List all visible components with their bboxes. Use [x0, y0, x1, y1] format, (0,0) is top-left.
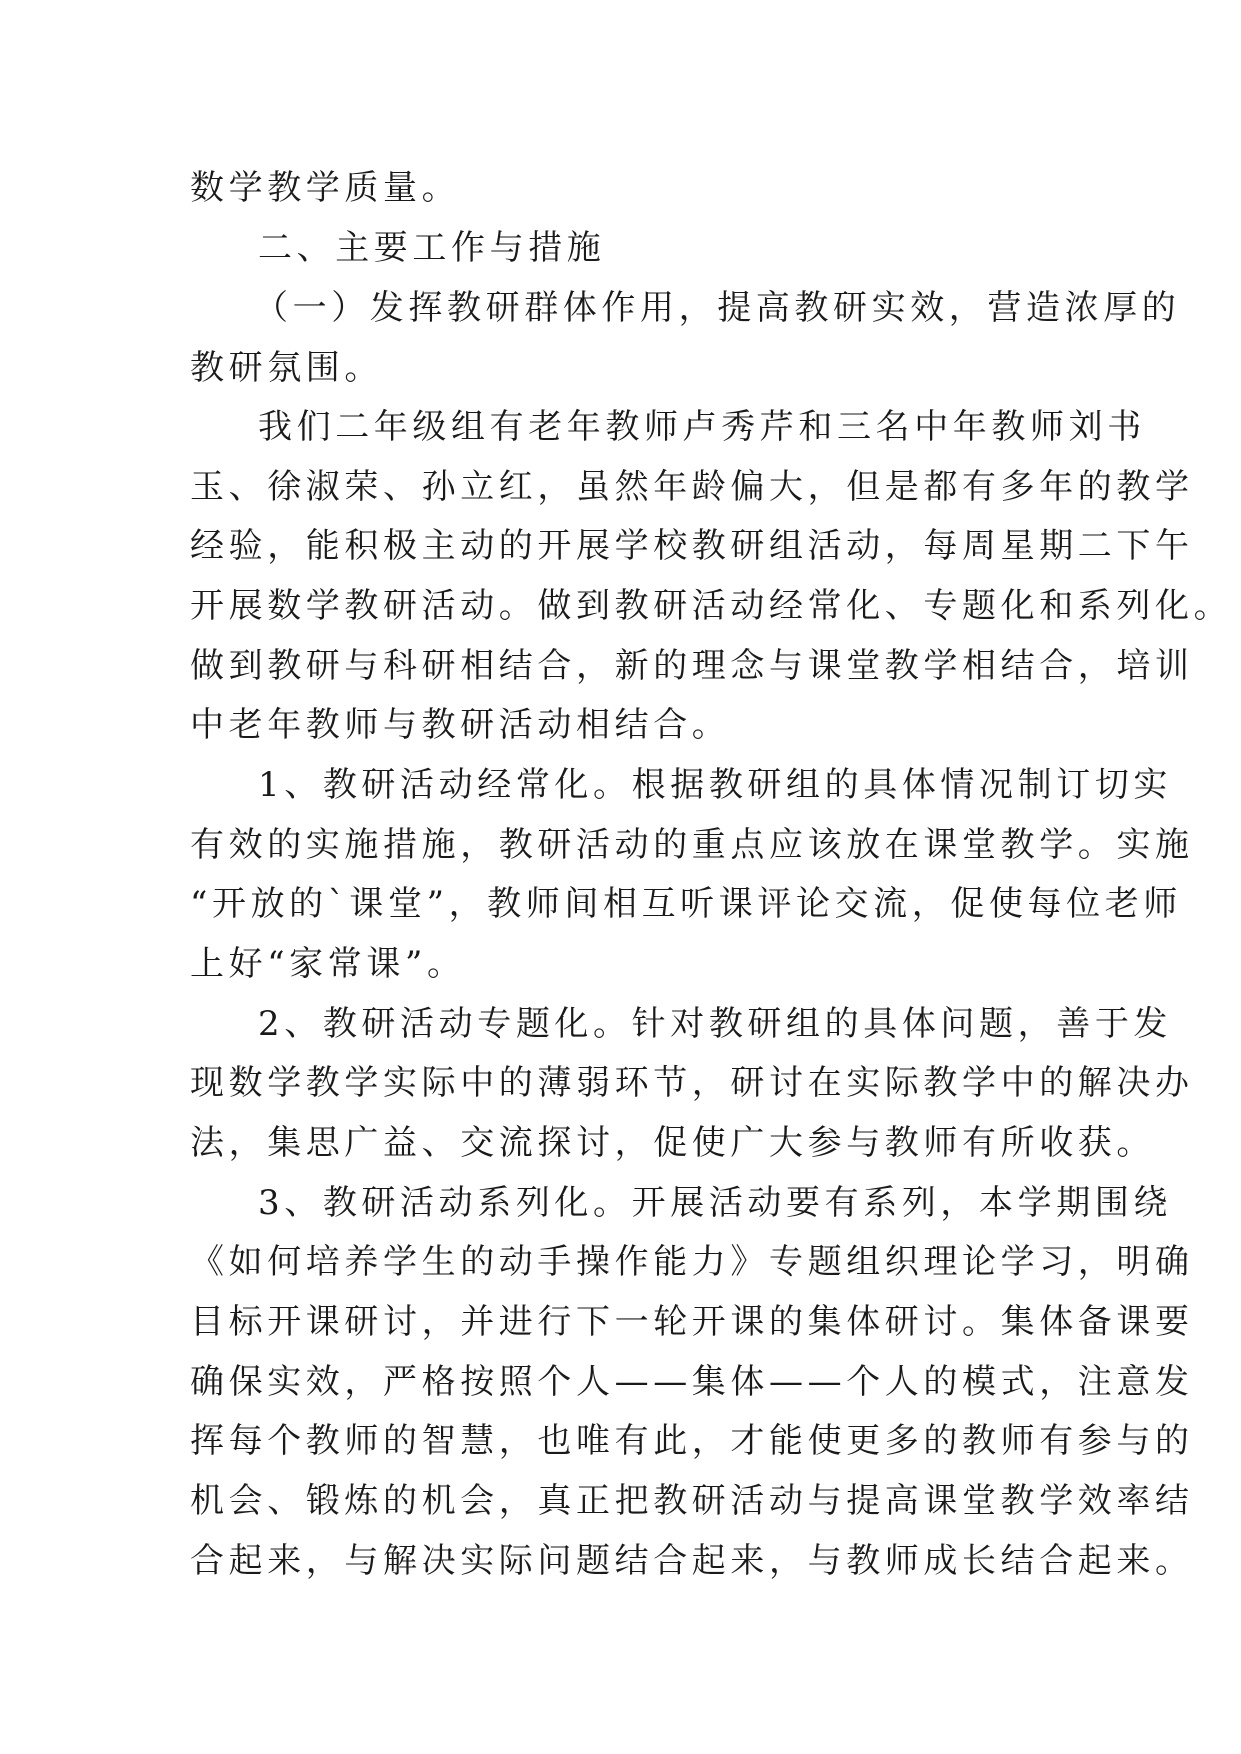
- text-line: 有效的实施措施，教研活动的重点应该放在课堂教学。实施: [190, 825, 1194, 865]
- text-line: 开展数学教研活动。做到教研活动经常化、专题化和系列化。: [190, 586, 1233, 626]
- text-line: 我们二年级组有老年教师卢秀芹和三名中年教师刘书: [258, 407, 1146, 447]
- text-line: 确保实效，严格按照个人——集体——个人的模式，注意发: [190, 1362, 1194, 1402]
- text-line: 经验，能积极主动的开展学校教研组活动，每周星期二下午: [190, 526, 1194, 566]
- text-line: 玉、徐淑荣、孙立红，虽然年龄偏大，但是都有多年的教学: [190, 467, 1194, 507]
- text-line: 3、教研活动系列化。开展活动要有系列，本学期围绕: [258, 1183, 1173, 1223]
- text-line: 法，集思广益、交流探讨，促使广大参与教师有所收获。: [190, 1123, 1155, 1163]
- text-line: 数学教学质量。: [190, 168, 461, 208]
- text-line: 机会、锻炼的机会，真正把教研活动与提高课堂教学效率结: [190, 1481, 1194, 1521]
- text-line: 《如何培养学生的动手操作能力》专题组织理论学习，明确: [190, 1242, 1194, 1282]
- text-line: 做到教研与科研相结合，新的理念与课堂教学相结合，培训: [190, 646, 1194, 686]
- subsection-heading-continued: 教研氛围。: [190, 348, 383, 388]
- text-line: 合起来，与解决实际问题结合起来，与教师成长结合起来。: [190, 1541, 1194, 1581]
- text-line: 1、教研活动经常化。根据教研组的具体情况制订切实: [258, 765, 1173, 805]
- text-line: 现数学教学实际中的薄弱环节，研讨在实际教学中的解决办: [190, 1063, 1194, 1103]
- text-line: 目标开课研讨，并进行下一轮开课的集体研讨。集体备课要: [190, 1302, 1194, 1342]
- text-line: 中老年教师与教研活动相结合。: [190, 705, 731, 745]
- text-line: 挥每个教师的智慧，也唯有此，才能使更多的教师有参与的: [190, 1421, 1194, 1461]
- text-line: “开放的`课堂”，教师间相互听课评论交流，促使每位老师: [190, 884, 1182, 924]
- subsection-heading: （一）发挥教研群体作用，提高教研实效，营造浓厚的: [254, 288, 1181, 328]
- text-line: 2、教研活动专题化。针对教研组的具体问题，善于发: [258, 1004, 1173, 1044]
- section-heading: 二、主要工作与措施: [258, 228, 606, 268]
- text-line: 上好“家常课”。: [190, 944, 466, 984]
